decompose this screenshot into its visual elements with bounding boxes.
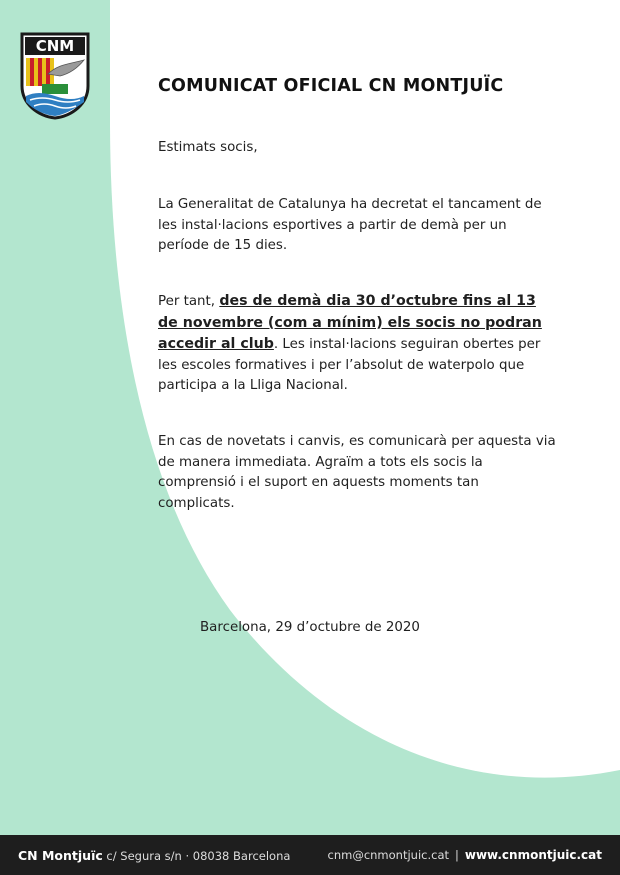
paragraph-closure-notice: La Generalitat de Catalunya ha decretat el tancament de les instal·lacions esportives a partir de demà per un període de 15 dies. (158, 197, 542, 253)
date-line: Barcelona, 29 d’octubre de 2020 (200, 620, 420, 635)
paragraph-rest: . Les instal·lacions seguiran obertes per les escoles formatives i per l’absolut de waterpolo que participa a la Lliga Nacional. (158, 337, 541, 393)
footer-email-link[interactable]: cnm@cnmontjuic.cat (327, 848, 449, 862)
club-logo (18, 30, 92, 120)
paragraph-updates: En cas de novetats i canvis, es comunicarà per aquesta via de manera immediata. Agraïm a tots els socis la comprensió i el suport en aquests moments tan complicats. (158, 434, 556, 511)
paragraph-lead: Per tant, (158, 294, 220, 309)
footer-separator: | (455, 848, 459, 862)
paragraph-access-dates (158, 291, 558, 397)
svg-text:CNM: CNM (35, 37, 75, 55)
greeting: Estimats socis, (158, 140, 258, 155)
emphasized-dates: des de demà dia 30 d’octubre fins al 13 de novembre (com a mínim) els socis no podran accedir al club (158, 293, 542, 352)
footer-website-link[interactable]: www.cnmontjuic.cat (464, 848, 602, 862)
footer (0, 835, 620, 875)
footer-address (18, 848, 290, 863)
footer-contact (328, 848, 603, 862)
footer-address-text: c/ Segura s/n · 08038 Barcelona (102, 849, 291, 863)
page-title: COMUNICAT OFICIAL CN MONTJUÏC (158, 76, 504, 96)
footer-brand: CN Montjuïc (18, 848, 103, 863)
